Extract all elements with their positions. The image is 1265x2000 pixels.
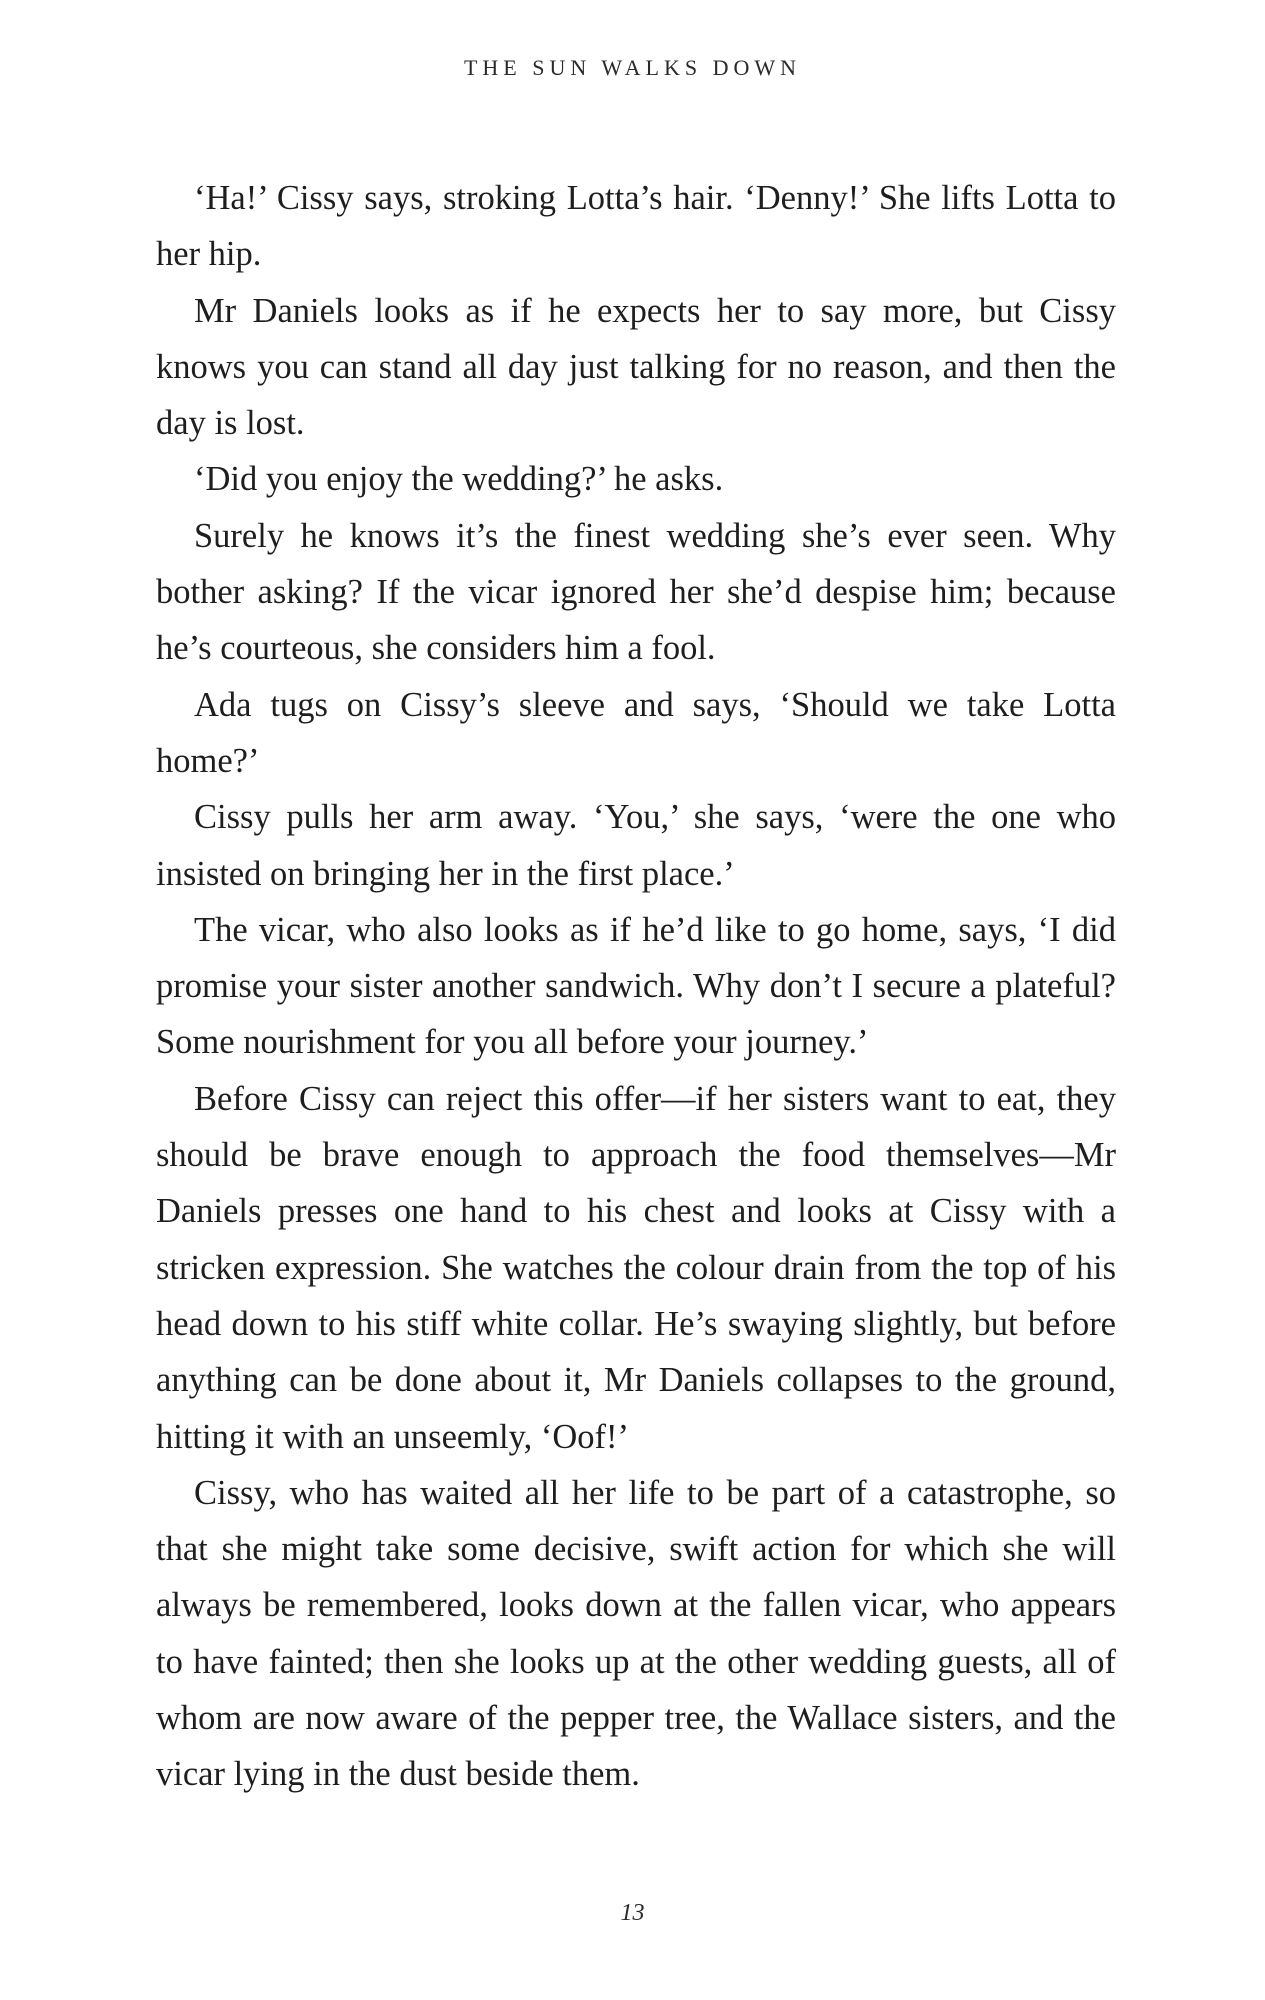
paragraph: Ada tugs on Cissy’s sleeve and says, ‘Should we take Lotta home?’	[156, 685, 1116, 780]
paragraph: Before Cissy can reject this offer—if her sisters want to eat, they should be brave enough to approach the food themselves—Mr Daniels presses one hand to his chest and looks at Cissy with a stricken expression. She watches the colour drain from the top of his head down to his stiff white collar. He’s swaying slightly, but before anything can be done about it, Mr Daniels collapses to the ground, hitting it with an unseemly, ‘Oof!’	[156, 1079, 1116, 1456]
page-number: 13	[620, 1900, 645, 1926]
body-text	[156, 170, 1116, 1803]
paragraph: Mr Daniels looks as if he expects her to say more, but Cissy knows you can stand all day just talking for no reason, and then the day is lost.	[156, 291, 1116, 443]
paragraph: The vicar, who also looks as if he’d like to go home, says, ‘I did promise your sister another sandwich. Why don’t I secure a plateful? Some nourishment for you all before your journey.’	[156, 910, 1116, 1062]
paragraph: ‘Ha!’ Cissy says, stroking Lotta’s hair. ‘Denny!’ She lifts Lotta to her hip.	[156, 179, 1116, 274]
paragraph: Surely he knows it’s the finest wedding she’s ever seen. Why bother asking? If the vicar ignored her she’d despise him; because he’s courteous, she considers him a fool.	[156, 516, 1116, 668]
paragraph: Cissy, who has waited all her life to be part of a catastrophe, so that she might take some decisive, swift action for which she will always be remembered, looks down at the fallen vicar, who appears to have fainted; then she looks up at the other wedding guests, all of whom are now aware of the pepper tree, the Wallace sisters, and the vicar lying in the dust beside them.	[156, 1473, 1116, 1794]
running-head: THE SUN WALKS DOWN	[463, 55, 802, 80]
paragraph: Cissy pulls her arm away. ‘You,’ she says, ‘were the one who insisted on bringing her in the first place.’	[156, 798, 1116, 893]
paragraph: ‘Did you enjoy the wedding?’ he asks.	[194, 460, 724, 499]
